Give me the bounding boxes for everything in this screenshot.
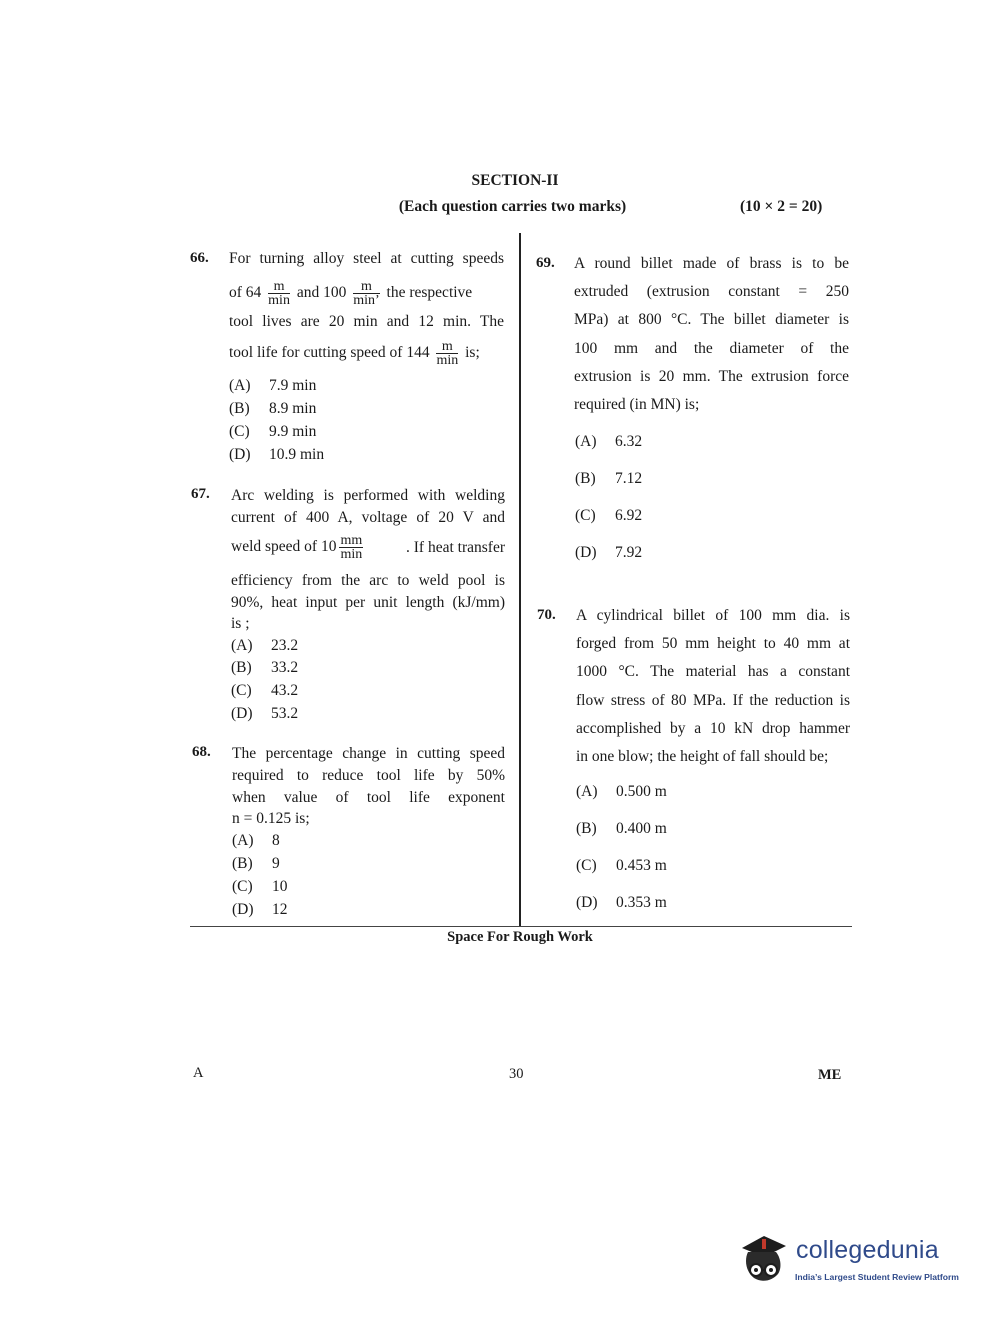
page-number: 30: [509, 1066, 524, 1082]
option-value: 7.92: [615, 544, 643, 561]
option-label: (B): [231, 659, 252, 676]
q69-line5: extrusion is 20 mm. The extrusion force: [574, 368, 849, 385]
q66-line4-b: is;: [465, 344, 480, 362]
frac-den: min: [268, 293, 290, 308]
option-value: 6.32: [615, 433, 643, 450]
q70-line3: 1000 °C. The material has a constant: [576, 663, 850, 680]
option-value: 0.400 m: [616, 820, 667, 837]
option-label: (D): [576, 894, 598, 911]
frac-num: m: [268, 280, 290, 294]
rough-work-label: Space For Rough Work: [447, 929, 593, 945]
option-label: (D): [232, 901, 254, 918]
fraction-m-per-min-comma: [353, 280, 379, 307]
q68-option-b: [232, 855, 280, 873]
q67-option-a: [231, 637, 298, 655]
option-label: (A): [232, 832, 254, 849]
q67-line5: 90%, heat input per unit length (kJ/mm): [231, 594, 505, 611]
q69-line2: extruded (extrusion constant = 250: [574, 283, 849, 300]
option-label: (C): [232, 878, 253, 895]
option-value: 0.453 m: [616, 857, 667, 874]
option-label: (B): [576, 820, 597, 837]
q70-option-c: [576, 857, 667, 875]
option-label: (A): [575, 433, 597, 450]
q67-option-b: [231, 659, 298, 677]
footer-series: A: [193, 1065, 204, 1081]
option-value: 9.9 min: [269, 423, 317, 440]
option-value: 6.92: [615, 507, 643, 524]
q66-line2-c: the respective: [386, 284, 473, 302]
q67-line3-group: [231, 534, 366, 561]
frac-num: mm: [340, 533, 363, 548]
q70-line6: in one blow; the height of fall should be;: [576, 748, 829, 765]
q67-line2: current of 400 A, voltage of 20 V and: [231, 509, 505, 526]
option-value: 9: [272, 855, 280, 872]
q70-line4: flow stress of 80 MPa. If the reduction is: [576, 692, 850, 709]
option-label: (C): [231, 682, 252, 699]
q68-line2: required to reduce tool life by 50%: [232, 767, 505, 784]
q70-line1: A cylindrical billet of 100 mm dia. is: [576, 607, 850, 624]
q69-option-b: [575, 470, 642, 488]
q66-line2-a: of 64: [229, 284, 262, 302]
q66-line4-a: tool life for cutting speed of 144: [229, 344, 430, 362]
q66-line2-b: and 100: [296, 284, 347, 302]
q67-line4: efficiency from the arc to weld pool is: [231, 572, 505, 589]
marks-total: (10 × 2 = 20): [740, 198, 823, 215]
q66-option-a: [229, 377, 316, 395]
q68-option-d: [232, 901, 288, 919]
option-value: 7.12: [615, 470, 643, 487]
option-value: 7.9 min: [269, 377, 317, 394]
frac-den: min: [436, 353, 459, 368]
option-value: 8: [272, 832, 280, 849]
q69-line3: MPa) at 800 °C. The billet diameter is: [574, 311, 849, 328]
q67-line6: is ;: [231, 615, 250, 632]
q67-line3-a: weld speed of 10: [231, 538, 337, 556]
bottom-rule: [190, 926, 852, 927]
q67-option-c: [231, 682, 298, 700]
q69-option-a: [575, 433, 642, 451]
option-value: 53.2: [271, 705, 299, 722]
frac-num: m: [353, 280, 379, 294]
question-number-66: 66.: [190, 250, 209, 266]
q68-option-a: [232, 832, 280, 850]
fraction-mm-per-min: [339, 534, 363, 561]
section-title: SECTION-II: [471, 172, 559, 189]
frac-num: m: [436, 340, 458, 354]
q66-option-c: [229, 423, 316, 441]
option-value: 0.353 m: [616, 894, 667, 911]
mascot-icon: [736, 1226, 796, 1286]
option-label: (A): [231, 637, 253, 654]
option-label: (D): [229, 446, 251, 463]
question-number-68: 68.: [192, 744, 211, 760]
q68-option-c: [232, 878, 288, 896]
option-label: (D): [231, 705, 253, 722]
column-divider: [519, 233, 521, 926]
option-label: (B): [575, 470, 596, 487]
q69-line1: A round billet made of brass is to be: [574, 255, 849, 272]
q70-option-d: [576, 894, 667, 912]
option-label: (C): [229, 423, 250, 440]
section-subtitle: (Each question carries two marks): [398, 198, 627, 215]
q70-line2: forged from 50 mm height to 40 mm at: [576, 635, 850, 652]
fraction-m-per-min: [268, 280, 290, 307]
q66-line2: [229, 280, 504, 307]
question-number-70: 70.: [537, 607, 556, 623]
q67-line3: [231, 534, 505, 561]
q66-option-d: [229, 446, 324, 464]
q66-option-b: [229, 400, 316, 418]
q67-line3-b: . If heat transfer: [406, 538, 505, 556]
option-value: 8.9 min: [269, 400, 317, 417]
footer-subject: ME: [818, 1067, 842, 1083]
option-value: 0.500 m: [616, 783, 667, 800]
option-label: (D): [575, 544, 597, 561]
q68-line1: The percentage change in cutting speed: [232, 745, 505, 762]
q67-line1: Arc welding is performed with welding: [231, 487, 505, 504]
q69-option-d: [575, 544, 642, 562]
q66-line1: For turning alloy steel at cutting speeds: [229, 250, 504, 267]
option-label: (A): [576, 783, 598, 800]
option-label: (C): [575, 507, 596, 524]
q67-option-d: [231, 705, 298, 723]
q69-option-c: [575, 507, 642, 525]
option-label: (B): [229, 400, 250, 417]
q69-line6: required (in MN) is;: [574, 396, 700, 413]
option-value: 10.9 min: [269, 446, 325, 463]
fraction-m-per-min: [436, 340, 458, 367]
frac-den: min: [340, 547, 363, 562]
option-value: 23.2: [271, 637, 299, 654]
option-label: (A): [229, 377, 251, 394]
logo-wordmark: collegedunia: [796, 1236, 939, 1264]
q69-line4: 100 mm and the diameter of the: [574, 340, 849, 357]
option-value: 43.2: [271, 682, 299, 699]
q68-line3: when value of tool life exponent: [232, 789, 505, 806]
option-value: 33.2: [271, 659, 299, 676]
option-value: 10: [272, 878, 288, 895]
q70-option-a: [576, 783, 667, 801]
q68-line4: n = 0.125 is;: [232, 810, 310, 827]
question-number-67: 67.: [191, 486, 210, 502]
q66-line4: [229, 340, 504, 367]
frac-den: min’: [353, 293, 380, 308]
q66-line3: tool lives are 20 min and 12 min. The: [229, 313, 504, 330]
option-label: (C): [576, 857, 597, 874]
option-label: (B): [232, 855, 253, 872]
logo-tagline: India’s Largest Student Review Platform: [795, 1272, 959, 1282]
q70-option-b: [576, 820, 667, 838]
question-number-69: 69.: [536, 255, 555, 271]
q70-line5: accomplished by a 10 kN drop hammer: [576, 720, 850, 737]
option-value: 12: [272, 901, 288, 918]
